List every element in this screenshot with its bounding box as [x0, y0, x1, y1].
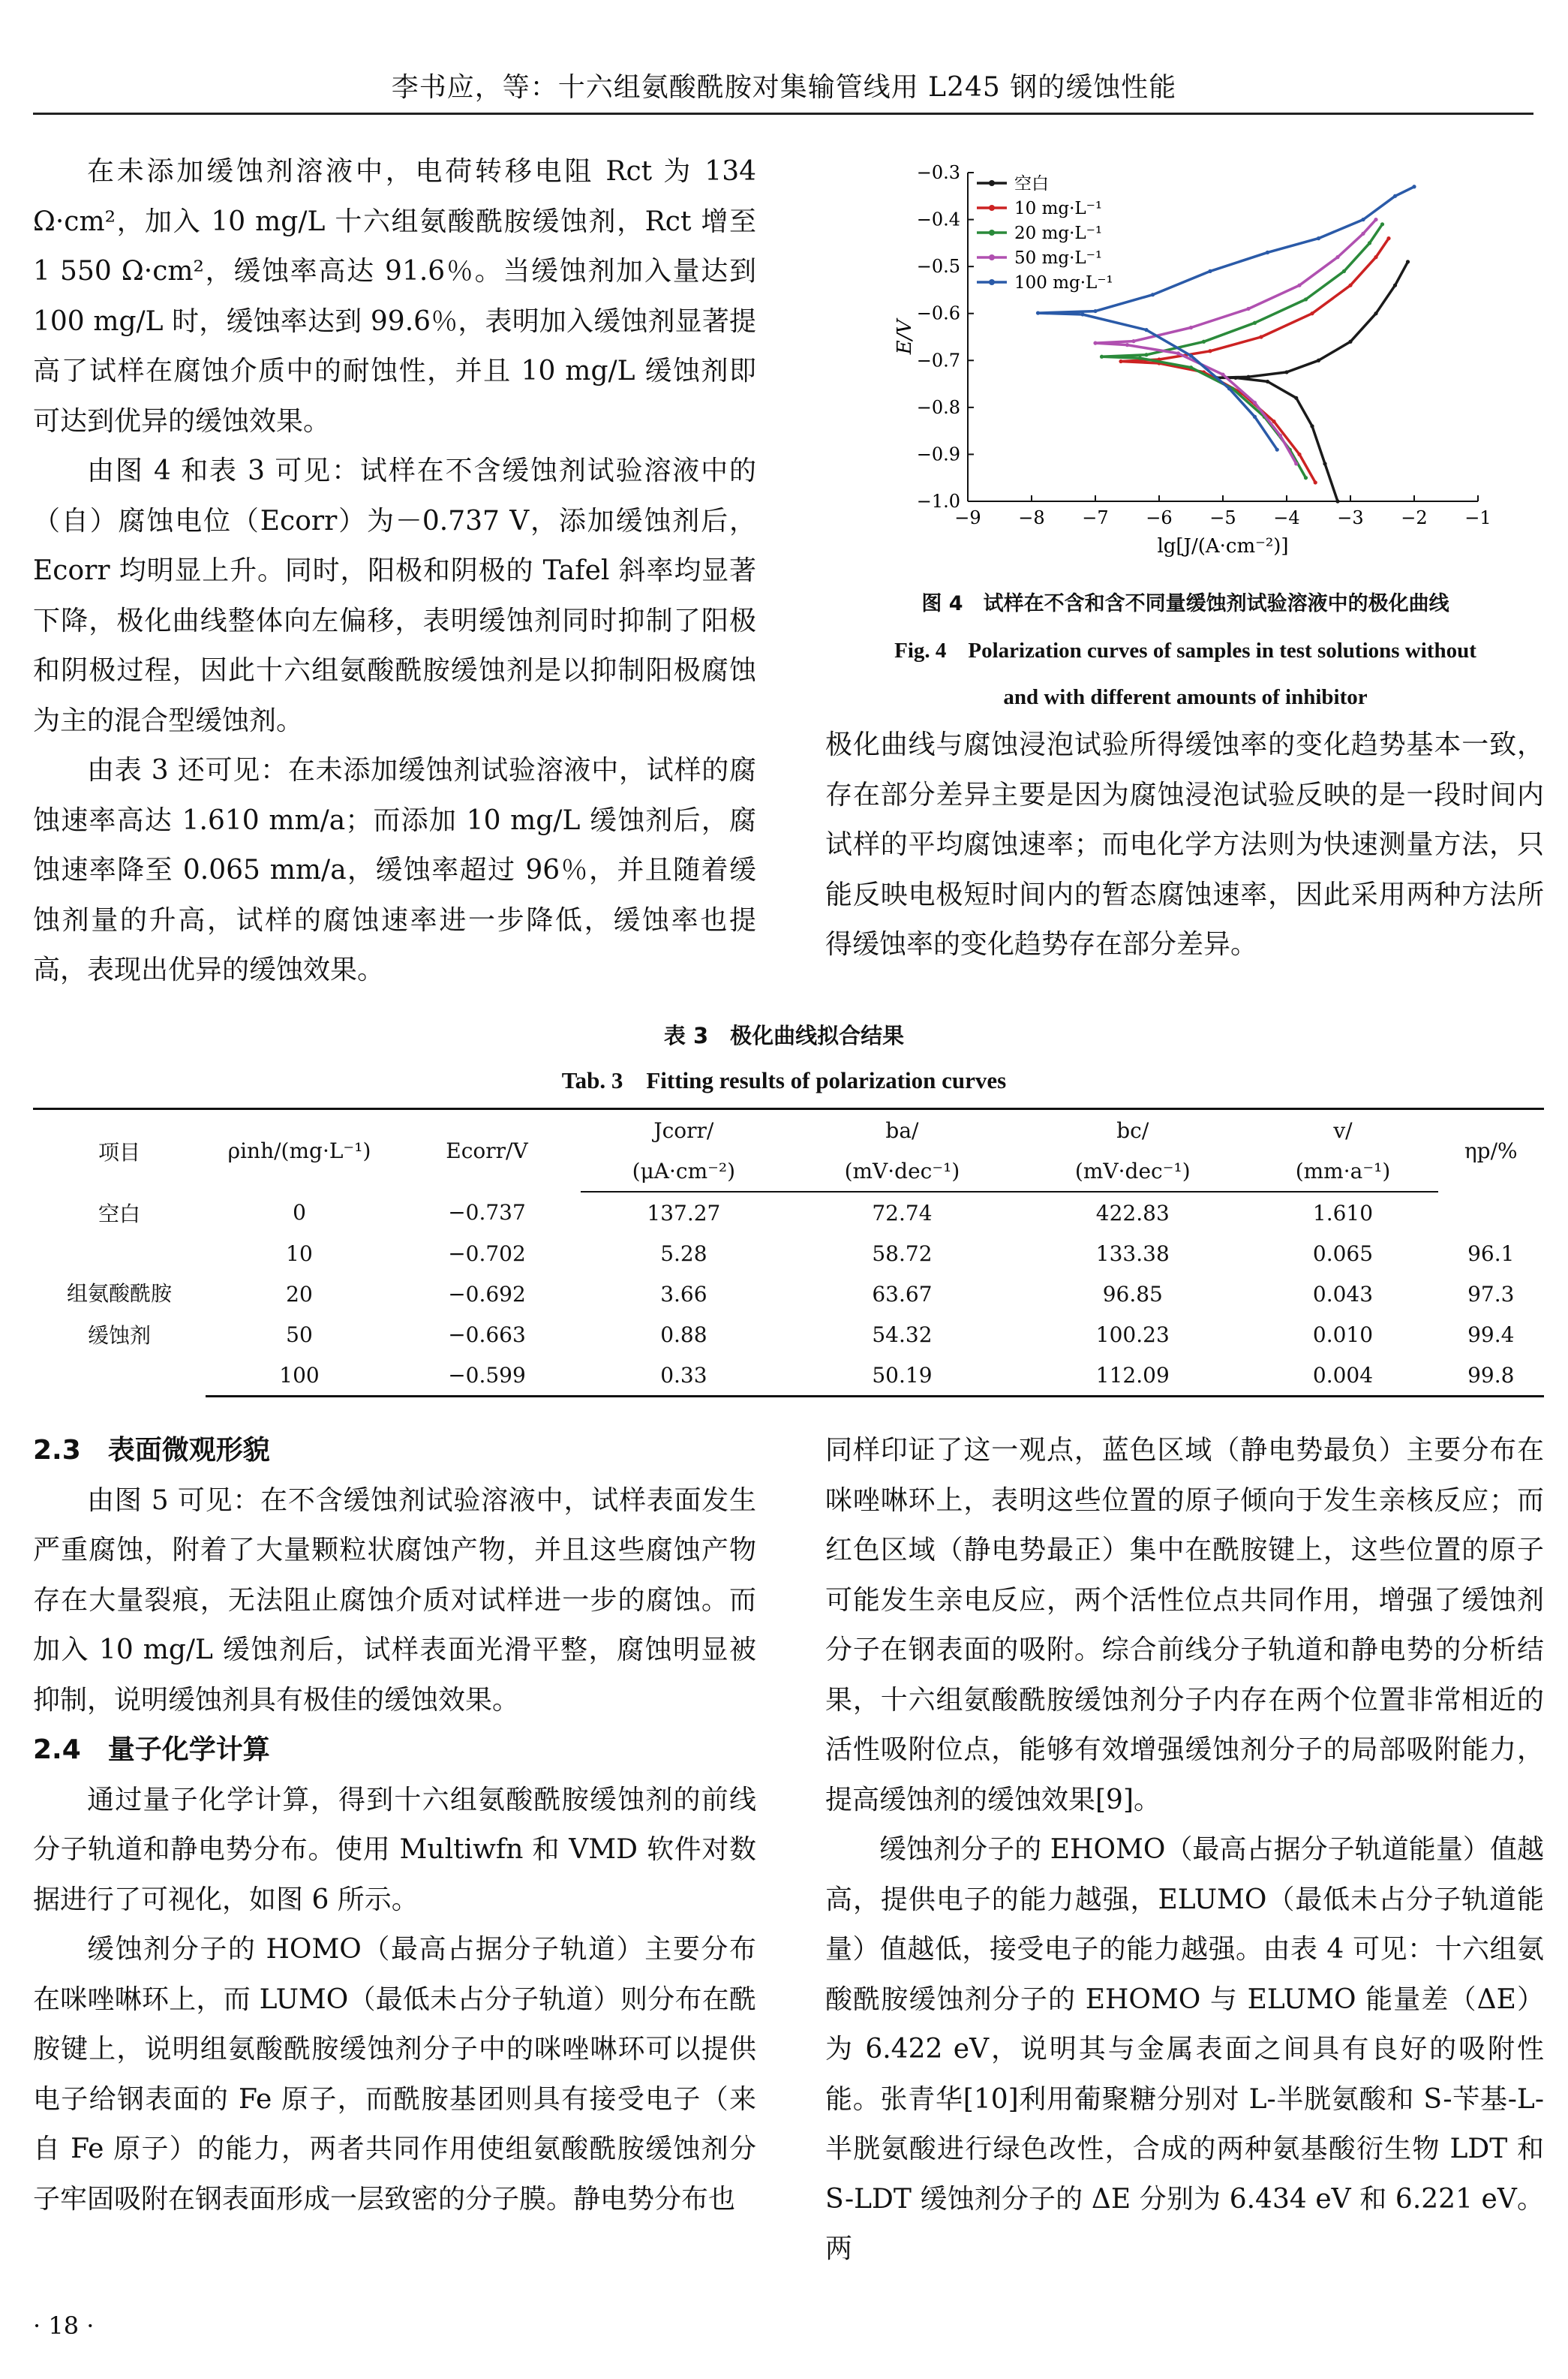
- section-heading: 2.4 量子化学计算: [33, 1734, 270, 1765]
- paragraph: 在未添加缓蚀剂溶液中，电荷转移电阻 Rct 为 134 Ω·cm²，加入 10 mg/L 十六组氨酸酰胺缓蚀剂，Rct 增至 1 550 Ω·cm²，缓蚀率高达 91.6％。当缓蚀剂加入量达到 100 mg/L 时，缓蚀率达到 99.6％，表明加入缓蚀剂显著提高了试样在腐蚀介质中的耐蚀性，并且 10 mg/L 缓蚀剂即可达到优异的缓蚀效果。: [33, 156, 756, 437]
- x-tick-label: −5: [1209, 507, 1236, 528]
- data-point: [1278, 434, 1282, 438]
- table-cell: 63.67: [872, 1281, 933, 1307]
- table-header-unit: (mm·a⁻¹): [1248, 1150, 1437, 1192]
- data-point: [1189, 353, 1193, 357]
- data-point: [1119, 359, 1122, 363]
- legend-label: 10 mg·L⁻¹: [1014, 199, 1103, 218]
- table-row: [33, 1355, 1544, 1397]
- table-3-fitting-results: [33, 1108, 1544, 1397]
- table-cell: 3.66: [660, 1281, 707, 1307]
- table-header: bc/: [1017, 1109, 1248, 1151]
- table-cell: [1438, 1192, 1545, 1233]
- legend-marker: [989, 205, 995, 211]
- table-header: ba/: [787, 1109, 1017, 1151]
- page-number: · 18 ·: [33, 2311, 95, 2340]
- table-cell: 99.8: [1438, 1355, 1545, 1397]
- table-cell: 54.32: [872, 1322, 933, 1347]
- data-point: [1093, 341, 1097, 345]
- data-point: [1266, 251, 1269, 254]
- figure-4-caption: [818, 581, 1553, 720]
- x-tick-label: −3: [1337, 507, 1364, 528]
- paragraph: 由图 5 可见：在不含缓蚀剂试验溶液中，试样表面发生严重腐蚀，附着了大量颗粒状腐蚀产物，并且这些腐蚀产物存在大量裂痕，无法阻止腐蚀介质对试样进一步的腐蚀。而加入 10 mg/L 缓蚀剂后，试样表面光滑平整，腐蚀明显被抑制，说明缓蚀剂具有极佳的缓蚀效果。: [33, 1484, 756, 1716]
- legend-marker: [989, 279, 995, 285]
- data-point: [1246, 375, 1250, 379]
- table-cell: 10: [286, 1241, 313, 1266]
- x-axis-label: lg[J/(A·cm⁻²)]: [1157, 535, 1289, 558]
- table-cell: 133.38: [1095, 1241, 1170, 1266]
- table-cell: 50.19: [787, 1355, 1017, 1397]
- data-point: [1131, 339, 1135, 343]
- header-rule: [33, 113, 1533, 115]
- table-header: v/: [1248, 1109, 1437, 1151]
- legend-label: 50 mg·L⁻¹: [1014, 248, 1103, 268]
- table-cell: 96.1: [1467, 1241, 1515, 1266]
- data-point: [1393, 194, 1397, 198]
- legend-marker: [989, 230, 995, 236]
- data-point: [1208, 269, 1212, 273]
- paragraph: 缓蚀剂分子的 EHOMO（最高占据分子轨道能量）值越高，提供电子的能力越强，ELUMO（最低未占分子轨道能量）值越低，接受电子的能力越强。由表 4 可见：十六组氨酸酰胺缓蚀剂分子的 EHOMO 与 ELUMO 能量差（ΔE）为 6.422 eV，说明其与金属表面之间具有良好的吸附性能。张青华[10]利用葡聚糖分别对 L-半胱氨酸和 S-苄基-L-半胱氨酸进行绿色改性，合成的两种氨基酸衍生物 LDT 和 S-LDT 缓蚀剂分子的 ΔE 分别为 6.434 eV 和 6.221 eV。两: [825, 1834, 1544, 2264]
- table-cell: −0.737: [448, 1200, 526, 1225]
- section-heading: 2.3 表面微观形貌: [33, 1435, 270, 1466]
- paragraph: 由表 3 还可见：在未添加缓蚀剂试验溶液中，试样的腐蚀速率高达 1.610 mm/a；而添加 10 mg/L 缓蚀剂后，腐蚀速率降至 0.065 mm/a，缓蚀率超过 96％，并且随着缓蚀剂量的升高，试样的腐蚀速率进一步降低，缓蚀率也提高，表现出优异的缓蚀效果。: [33, 755, 756, 985]
- y-tick-label: −0.4: [916, 209, 960, 230]
- data-point: [1335, 255, 1339, 259]
- table-header: 项目: [33, 1109, 206, 1193]
- data-point: [1275, 448, 1279, 452]
- data-point: [1125, 343, 1129, 347]
- table-row: [33, 1314, 1544, 1355]
- right-column-bottom: [825, 1426, 1544, 2275]
- paragraph: 极化曲线与腐蚀浸泡试验所得缓蚀率的变化趋势基本一致，存在部分差异主要是因为腐蚀浸泡试验反映的是一段时间内试样的平均腐蚀速率；而电化学方法则为快速测量方法，只能反映电极短时间内的暂态腐蚀速率，因此采用两种方法所得缓蚀率的变化趋势存在部分差异。: [825, 729, 1544, 960]
- table-row: [33, 1274, 1544, 1314]
- table-header: ηp/%: [1438, 1109, 1545, 1193]
- table-cell: 1.610: [1312, 1200, 1374, 1226]
- data-point: [1151, 293, 1155, 296]
- table-row: [33, 1233, 1544, 1274]
- paragraph: 通过量子化学计算，得到十六组氨酸酰胺缓蚀剂的前线分子轨道和静电势分布。使用 Multiwfn 和 VMD 软件对数据进行了可视化，如图 6 所示。: [33, 1784, 756, 1915]
- data-point: [1176, 351, 1180, 355]
- table-row: [33, 1192, 1544, 1233]
- data-point: [1380, 222, 1384, 226]
- figure-caption-en: Fig. 4 Polarization curves of samples in test solutions without: [894, 639, 1476, 663]
- data-point: [1253, 415, 1257, 419]
- data-point: [1361, 232, 1365, 236]
- legend-marker: [989, 254, 995, 260]
- y-tick-label: −0.8: [916, 396, 960, 418]
- data-point: [1294, 396, 1298, 400]
- x-tick-label: −4: [1273, 507, 1300, 528]
- data-point: [1233, 376, 1237, 380]
- table-cell: 20: [286, 1281, 313, 1307]
- paragraph: 缓蚀剂分子的 HOMO（最高占据分子轨道）主要分布在咪唑啉环上，而 LUMO（最低未占分子轨道）则分布在酰胺键上，说明组氨酸酰胺缓蚀剂分子中的咪唑啉环可以提供电子给钢表面的 Fe 原子，而酰胺基团则具有接受电子（来自 Fe 原子）的能力，两者共同作用使组氨酸酰胺缓蚀剂分子牢固吸附在钢表面形成一层致密的分子膜。静电势分布也: [33, 1934, 756, 2215]
- data-point: [1323, 462, 1326, 465]
- table-cell: −0.663: [448, 1322, 526, 1347]
- table-cell: 0.043: [1312, 1281, 1374, 1307]
- table-cell: 99.4: [1467, 1322, 1515, 1347]
- table-cell: 0.004: [1248, 1355, 1437, 1397]
- data-point: [1310, 424, 1314, 428]
- group-label-line: 缓蚀剂: [87, 1322, 151, 1348]
- table-cell: 空白: [98, 1201, 140, 1226]
- data-point: [1189, 365, 1193, 369]
- series-line: [1095, 220, 1376, 464]
- data-point: [1368, 241, 1371, 245]
- y-tick-label: −0.9: [916, 444, 960, 465]
- y-tick-label: −0.3: [916, 162, 960, 183]
- table-cell: 50: [286, 1322, 313, 1347]
- data-point: [1386, 236, 1390, 240]
- table-cell: 100.23: [1095, 1322, 1170, 1347]
- figure-caption-cn: 图 4 试样在不含和含不同量缓蚀剂试验溶液中的极化曲线: [921, 592, 1449, 615]
- data-point: [1361, 218, 1365, 221]
- data-point: [1259, 335, 1263, 338]
- data-point: [1208, 349, 1212, 353]
- y-tick-label: −1.0: [916, 491, 960, 512]
- data-point: [1374, 218, 1377, 221]
- table-cell: 72.74: [872, 1200, 933, 1226]
- table-cell: 112.09: [1017, 1355, 1248, 1397]
- running-title: 李书应，等：十六组氨酸酰胺对集输管线用 L245 钢的缓蚀性能: [391, 72, 1177, 103]
- data-point: [1304, 297, 1308, 301]
- series-line: [1102, 224, 1383, 478]
- data-point: [1342, 269, 1346, 273]
- table-cell: 0.33: [581, 1355, 787, 1397]
- legend-label: 20 mg·L⁻¹: [1014, 224, 1103, 243]
- data-point: [1335, 499, 1339, 503]
- data-point: [1284, 370, 1288, 374]
- table-header-row: [33, 1109, 1544, 1151]
- table-cell: −0.692: [448, 1281, 526, 1307]
- table-cell: 0.88: [660, 1322, 707, 1347]
- table-cell: −0.702: [448, 1241, 526, 1266]
- table-3-caption: [0, 1013, 1568, 1103]
- data-point: [1272, 420, 1275, 423]
- x-tick-label: −8: [1018, 507, 1045, 528]
- data-point: [1314, 480, 1317, 484]
- data-point: [1093, 309, 1097, 313]
- data-point: [1297, 284, 1301, 287]
- table-cell: 100: [206, 1355, 393, 1397]
- data-point: [1036, 311, 1040, 314]
- figure-caption-en: and with different amounts of inhibitor: [1003, 685, 1368, 709]
- table-header: Ecorr/V: [393, 1109, 581, 1193]
- table-header: ρinh/(mg·L⁻¹): [206, 1109, 393, 1193]
- data-point: [1310, 311, 1314, 315]
- table-cell-group-label: [33, 1233, 206, 1397]
- data-point: [1100, 355, 1104, 359]
- series-line: [1121, 239, 1389, 483]
- y-axis-label: E/V: [894, 319, 916, 355]
- x-tick-label: −7: [1082, 507, 1109, 528]
- table-caption-en: Tab. 3 Fitting results of polarization curves: [561, 1067, 1007, 1093]
- legend-marker: [989, 180, 995, 186]
- table-cell: 5.28: [660, 1241, 707, 1266]
- data-point: [1080, 312, 1084, 316]
- data-point: [1393, 284, 1397, 287]
- data-point: [1246, 307, 1250, 311]
- table-header-unit: (μA·cm⁻²): [581, 1150, 787, 1192]
- table-header: Jcorr/: [581, 1109, 787, 1151]
- data-point: [1304, 476, 1308, 480]
- table-cell: 0: [293, 1200, 306, 1225]
- table-header-unit: (mV·dec⁻¹): [1017, 1150, 1248, 1192]
- paragraph: 同样印证了这一观点，蓝色区域（静电势最负）主要分布在咪唑啉环上，表明这些位置的原子倾向于发生亲核反应；而红色区域（静电势最正）集中在酰胺键上，这些位置的原子可能发生亲电反应，两个活性位点共同作用，增强了缓蚀剂分子在钢表面的吸附。综合前线分子轨道和静电势的分析结果，十六组氨酸酰胺缓蚀剂分子内存在两个位置非常相近的活性吸附位点，能够有效增强缓蚀剂分子的局部吸附能力，提高缓蚀剂的缓蚀效果[9]。: [825, 1435, 1544, 1815]
- data-point: [1374, 255, 1377, 259]
- y-tick-label: −0.5: [916, 256, 960, 278]
- data-point: [1317, 236, 1320, 240]
- right-column-top: [825, 720, 1544, 970]
- data-point: [1144, 353, 1148, 356]
- data-point: [1348, 340, 1352, 344]
- data-point: [1412, 185, 1416, 188]
- table-cell: 422.83: [1095, 1200, 1170, 1226]
- data-point: [1227, 386, 1231, 390]
- y-tick-label: −0.6: [916, 302, 960, 324]
- x-tick-label: −6: [1146, 507, 1173, 528]
- data-point: [1144, 328, 1148, 332]
- data-point: [1189, 326, 1193, 329]
- x-tick-label: −9: [954, 507, 981, 528]
- table-cell: 58.72: [872, 1241, 933, 1266]
- left-column-bottom: [33, 1426, 756, 2224]
- table-cell: 0.065: [1312, 1241, 1374, 1266]
- data-point: [1374, 311, 1377, 315]
- x-tick-label: −1: [1464, 507, 1491, 528]
- data-point: [1294, 462, 1298, 465]
- data-point: [1406, 260, 1410, 263]
- legend-label: 空白: [1014, 174, 1049, 194]
- data-point: [1297, 453, 1301, 456]
- table-cell: −0.599: [393, 1355, 581, 1397]
- table-cell: 137.27: [647, 1200, 721, 1226]
- data-point: [1138, 356, 1142, 360]
- series-line: [1217, 262, 1408, 501]
- group-label-line: 组氨酸酰胺: [66, 1280, 172, 1306]
- table-cell: 0.010: [1312, 1322, 1374, 1347]
- y-tick-label: −0.7: [916, 350, 960, 371]
- data-point: [1253, 321, 1257, 325]
- table-caption-cn: 表 3 极化曲线拟合结果: [663, 1023, 905, 1048]
- left-column-top: [33, 147, 756, 996]
- legend-label: 100 mg·L⁻¹: [1014, 273, 1113, 293]
- data-point: [1221, 372, 1224, 376]
- table-cell: 97.3: [1467, 1281, 1515, 1307]
- data-point: [1348, 284, 1352, 287]
- data-point: [1266, 380, 1269, 383]
- table-header-unit: (mV·dec⁻¹): [787, 1150, 1017, 1192]
- table-cell: 96.85: [1102, 1281, 1163, 1307]
- data-point: [1253, 401, 1257, 405]
- data-point: [1317, 359, 1320, 362]
- data-point: [1202, 340, 1206, 344]
- figure-4-polarization-chart: [885, 150, 1500, 570]
- x-tick-label: −2: [1401, 507, 1428, 528]
- paragraph: 由图 4 和表 3 可见：试样在不含缓蚀剂试验溶液中的（自）腐蚀电位（Ecorr）为－0.737 V，添加缓蚀剂后，Ecorr 均明显上升。同时，阳极和阴极的 Tafel 斜率均显著下降，极化曲线整体向左偏移，表明缓蚀剂同时抑制了阳极和阴极过程，因此十六组氨酸酰胺缓蚀剂是以抑制阳极腐蚀为主的混合型缓蚀剂。: [33, 456, 756, 736]
